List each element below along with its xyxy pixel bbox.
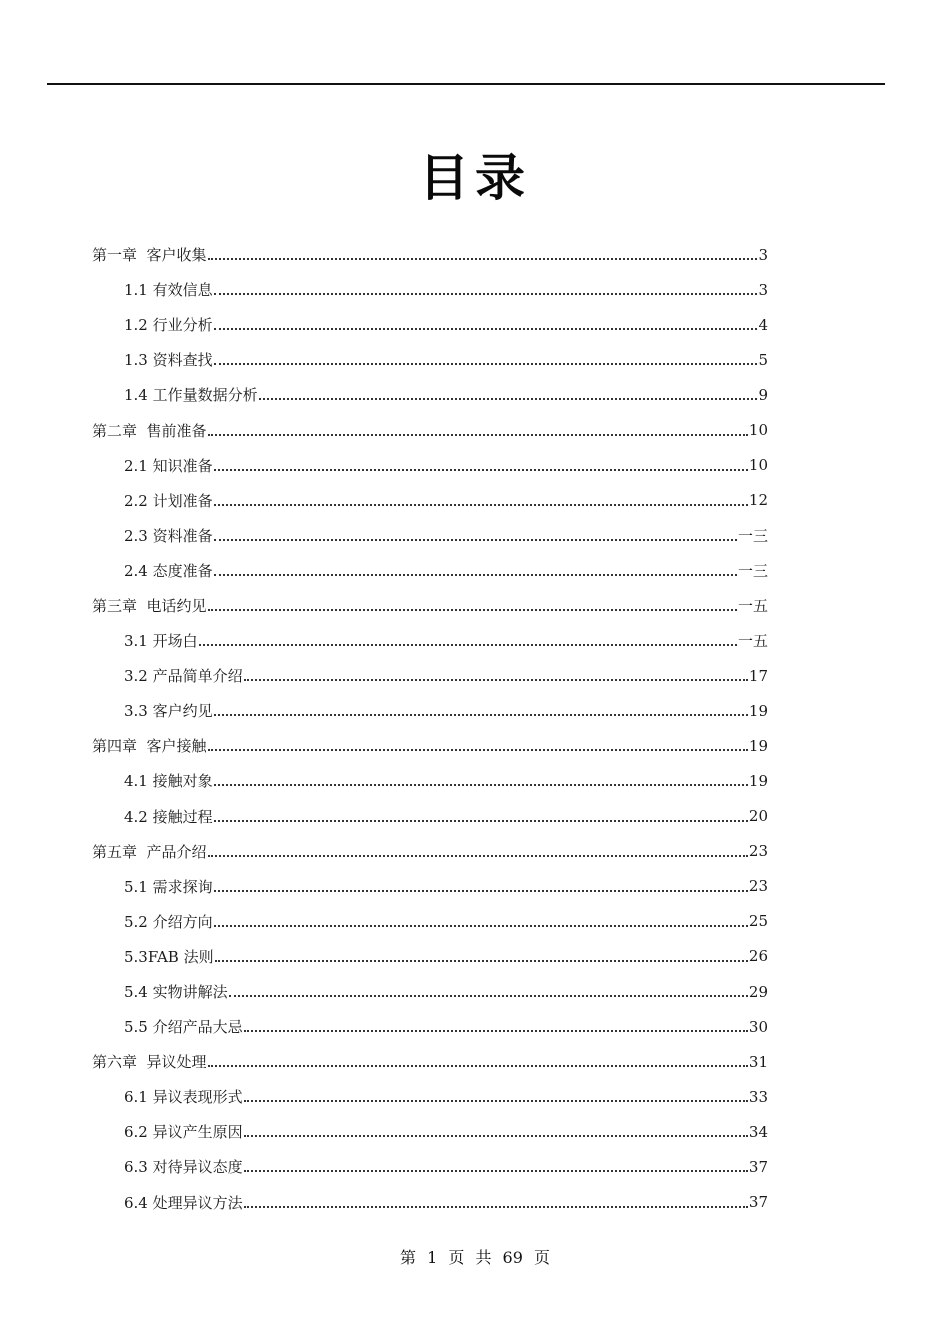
- toc-entry-page: 17: [748, 666, 768, 685]
- header-rule: [47, 83, 885, 85]
- toc-entry[interactable]: [0, 904, 950, 939]
- toc-entry[interactable]: [0, 448, 950, 483]
- toc-entry-label: 4.2 接触过程: [124, 807, 213, 826]
- toc-dot-leader: [259, 397, 758, 400]
- toc-dot-leader: [214, 819, 748, 822]
- toc-entry-page: 5: [758, 350, 768, 369]
- toc-entry[interactable]: [0, 237, 950, 272]
- toc-entry-label: 5.4 实物讲解法: [124, 983, 228, 1002]
- toc-entry-label: 第四章 客户接触: [92, 737, 207, 756]
- toc-entry-label: 第三章 电话约见: [92, 596, 207, 615]
- toc-entry-page: 一三: [737, 526, 768, 545]
- toc-entry-label: 6.4 处理异议方法: [124, 1193, 243, 1212]
- toc-entry-page: 3: [758, 280, 768, 299]
- toc-dot-leader: [214, 783, 748, 786]
- toc-entry-label: 2.1 知识准备: [124, 456, 213, 475]
- page-footer: 第 1 页 共 69 页: [400, 1248, 550, 1267]
- toc-dot-leader: [244, 1134, 748, 1137]
- toc-entry[interactable]: [0, 869, 950, 904]
- toc-entry[interactable]: [0, 1044, 950, 1079]
- toc-entry[interactable]: [0, 412, 950, 447]
- toc-entry-label: 5.1 需求探询: [124, 877, 213, 896]
- toc-dot-leader: [214, 292, 758, 295]
- toc-entry-page: 19: [748, 771, 768, 790]
- toc-entry[interactable]: [0, 658, 950, 693]
- toc-dot-leader: [208, 854, 748, 857]
- toc-dot-leader: [199, 643, 737, 646]
- toc-dot-leader: [208, 433, 748, 436]
- toc-entry[interactable]: [0, 623, 950, 658]
- toc-entry-label: 第二章 售前准备: [92, 421, 207, 440]
- toc-entry[interactable]: [0, 377, 950, 412]
- toc-entry-page: 一三: [737, 561, 768, 580]
- toc-dot-leader: [244, 1205, 748, 1208]
- toc-entry-page: 10: [748, 421, 768, 440]
- toc-entry[interactable]: [0, 342, 950, 377]
- toc-dot-leader: [214, 362, 758, 365]
- toc-entry-page: 23: [748, 842, 768, 861]
- toc-entry-label: 5.2 介绍方向: [124, 912, 213, 931]
- toc-entry-page: 一五: [737, 596, 768, 615]
- toc-dot-leader: [214, 573, 737, 576]
- toc-entry[interactable]: [0, 553, 950, 588]
- toc-dot-leader: [214, 503, 748, 506]
- toc-entry-page: 23: [748, 877, 768, 896]
- toc-entry[interactable]: [0, 483, 950, 518]
- toc-dot-leader: [229, 994, 748, 997]
- toc-entry[interactable]: [0, 307, 950, 342]
- toc-entry-label: 1.3 资料查找: [124, 351, 213, 370]
- toc-entry[interactable]: [0, 1079, 950, 1114]
- toc-dot-leader: [244, 678, 748, 681]
- toc-dot-leader: [208, 608, 737, 611]
- toc-dot-leader: [215, 959, 748, 962]
- toc-entry[interactable]: [0, 1149, 950, 1184]
- toc-entry-label: 2.4 态度准备: [124, 561, 213, 580]
- toc-entry-label: 2.2 计划准备: [124, 491, 213, 510]
- toc-entry-label: 第一章 客户收集: [92, 246, 207, 265]
- toc-entry-label: 4.1 接触对象: [124, 772, 213, 791]
- toc-dot-leader: [244, 1029, 748, 1032]
- toc-entry-page: 9: [758, 385, 768, 404]
- toc-entry-label: 1.4 工作量数据分析: [124, 386, 258, 405]
- toc-entry-page: 4: [758, 315, 768, 334]
- toc-entry-label: 第六章 异议处理: [92, 1053, 207, 1072]
- toc-entry-label: 5.3FAB 法则: [124, 947, 214, 966]
- toc-entry-page: 30: [748, 1017, 768, 1036]
- toc-entry[interactable]: [0, 834, 950, 869]
- toc-dot-leader: [214, 468, 748, 471]
- toc-entry[interactable]: [0, 974, 950, 1009]
- toc-entry-label: 第五章 产品介绍: [92, 842, 207, 861]
- toc-entry[interactable]: [0, 763, 950, 798]
- toc-entry-page: 19: [748, 701, 768, 720]
- toc-entry[interactable]: [0, 1185, 950, 1220]
- toc-entry[interactable]: [0, 1114, 950, 1149]
- toc-entry-page: 20: [748, 807, 768, 826]
- toc-entry-page: 33: [748, 1087, 768, 1106]
- toc-entry-page: 一五: [737, 632, 768, 651]
- toc-entry-label: 6.2 异议产生原因: [124, 1123, 243, 1142]
- page-title: 目录: [419, 149, 531, 207]
- toc-entry[interactable]: [0, 518, 950, 553]
- table-of-contents: [0, 237, 950, 1220]
- toc-entry-label: 6.3 对待异议态度: [124, 1158, 243, 1177]
- toc-entry[interactable]: [0, 728, 950, 763]
- toc-dot-leader: [208, 748, 748, 751]
- toc-entry-page: 10: [748, 456, 768, 475]
- toc-entry[interactable]: [0, 1009, 950, 1044]
- toc-entry[interactable]: [0, 799, 950, 834]
- toc-entry[interactable]: [0, 588, 950, 623]
- toc-entry-page: 37: [748, 1193, 768, 1212]
- toc-entry-label: 3.3 客户约见: [124, 702, 213, 721]
- toc-entry[interactable]: [0, 939, 950, 974]
- toc-entry-page: 26: [748, 947, 768, 966]
- toc-entry-page: 3: [758, 245, 768, 264]
- toc-entry-page: 19: [748, 736, 768, 755]
- toc-dot-leader: [214, 327, 758, 330]
- toc-dot-leader: [208, 1064, 748, 1067]
- toc-dot-leader: [214, 713, 748, 716]
- toc-entry-label: 3.2 产品简单介绍: [124, 667, 243, 686]
- toc-entry-label: 1.2 行业分析: [124, 316, 213, 335]
- toc-entry-page: 31: [748, 1052, 768, 1071]
- toc-entry-label: 6.1 异议表现形式: [124, 1088, 243, 1107]
- toc-entry[interactable]: [0, 272, 950, 307]
- toc-entry-label: 2.3 资料准备: [124, 526, 213, 545]
- toc-dot-leader: [244, 1169, 748, 1172]
- toc-entry-page: 25: [748, 912, 768, 931]
- toc-entry-label: 1.1 有效信息: [124, 281, 213, 300]
- toc-dot-leader: [208, 257, 758, 260]
- toc-dot-leader: [214, 924, 748, 927]
- toc-dot-leader: [244, 1099, 748, 1102]
- toc-entry-page: 12: [748, 491, 768, 510]
- toc-dot-leader: [214, 538, 737, 541]
- toc-entry-label: 3.1 开场白: [124, 632, 198, 651]
- toc-entry-page: 37: [748, 1157, 768, 1176]
- toc-entry-page: 34: [748, 1122, 768, 1141]
- toc-entry[interactable]: [0, 693, 950, 728]
- toc-dot-leader: [214, 889, 748, 892]
- toc-entry-page: 29: [748, 982, 768, 1001]
- toc-entry-label: 5.5 介绍产品大忌: [124, 1018, 243, 1037]
